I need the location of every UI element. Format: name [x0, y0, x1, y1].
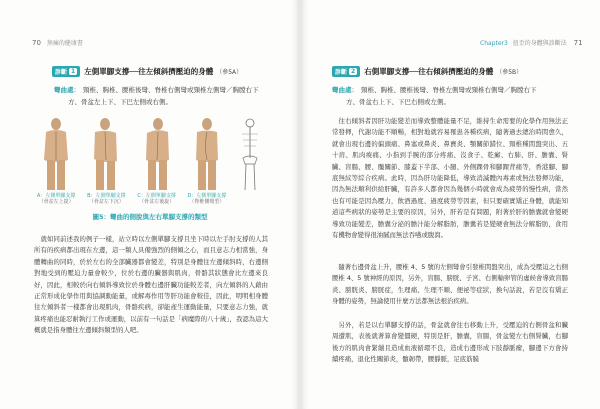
caption-sub: （骨盆左後旋） [139, 199, 175, 205]
diagnosis-badge [332, 66, 360, 77]
note-line-2: 方、骨盆右上下、下巴右側或左側。 [346, 98, 450, 106]
caption-text: D：左側單腳支撐 [187, 193, 227, 199]
note-line-1: 頸椎、胸椎、腰椎後彎、脊椎左側彎或頸椎右側彎／胸膛右下 [361, 86, 537, 94]
left-page-number: 70 [32, 39, 41, 47]
badge-label: 診斷 [335, 69, 348, 76]
figure-item-d [185, 116, 229, 208]
right-body-text-1: 往右傾斜者因肝功能變差而導致整體能量不足，維持生命需要的化學作用無法正常發揮，代謝功能不順暢，相對地就容易罹患各種疾病，隨著過去總治時間愈久，就會出現右邊的偏頭痛、鼻塞或鼻炎、鼻竇炎、顎關節錯位、頸椎種間盤突出、五十肩、肌肉痠痛、小指到手腕的部分疼痛、沒食子、乾癬、右肺、肝、膽囊、腎臟、盲腸、腰、髖關節、膝蓋下半部、小腿、外側踝骨和腳踝背痛等，香港腳、腳底無紋等綜合疾病。此時，因為肝功能降低，導致消滅體內毒素或無法發揮功能，因為無法順利供給肝臟，有許多人都會因為幾個小時就會成為疲勞的慢性病，當然也有可能是因為壓力，飲酒過度、過度疲勞等因素，但只要確實矯正身體，就能知道這些病狀的姿勢是主要的原因，另外，肝若是有問題，附著於肝的膽囊就會變硬導致功能變差，膽囊分泌的膽汁能分解脂肪，膽囊若是變硬會無法分解脂肪，食用有機物會變得很油膩而無法吞嚥或腹瀉。 [332, 117, 568, 240]
figure-caption-b [87, 193, 125, 205]
body-back-illustration [189, 116, 225, 192]
section-ref: （參5B） [496, 69, 523, 76]
figure-caption-d [187, 193, 226, 205]
note-label: 彎曲處： [54, 86, 80, 94]
note-label: 彎曲處： [332, 86, 358, 94]
left-running-head [32, 38, 83, 47]
left-section-title [52, 66, 242, 77]
caption-text: A：左側單腳支撐 [36, 193, 76, 199]
caption-text: B：左側單腳支撐 [87, 193, 126, 199]
figure-label: 圖5：彎曲的側脫與左右單腳支撐的類型 [92, 213, 208, 221]
right-running-head [480, 38, 587, 47]
chapter-label: Chapter3 [480, 40, 508, 47]
figure-item-b [84, 116, 128, 208]
skeleton-icon [237, 116, 263, 192]
right-page-number: 71 [573, 39, 583, 47]
section-ref: （參5A） [216, 69, 243, 76]
note-line-2: 方、骨盆左上下、下巴左側或右側。 [68, 98, 172, 106]
body-back-illustration [139, 116, 175, 192]
figure-caption-a [37, 193, 75, 205]
right-body-text-2: 隨著右邊骨盆上升，腰椎 4、5 號的左側彎會引發椎間盤突出，成為受壓迫之右側腰椎 4、5 號神經的原因，另外，盲腸、膀胱、子宮、右側輸卵管的虛候會導致盲腸炎、膀胱炎、膀胱症，生理痛、生理不順、便祕等症狀，換句話說，若是沒有矯正身體的姿勢，無論使用什麼方法都無法根治疾病。 [332, 263, 568, 306]
note-line-1: 頸椎、胸椎、腰椎後彎、脊椎右側彎或頸椎左側彎／胸膛右下 [83, 86, 259, 94]
diagnosis-badge [52, 66, 80, 77]
right-note [332, 84, 568, 108]
left-note [54, 84, 286, 108]
figure-item-a [34, 116, 78, 208]
section-title-text: 左側單腳支撐──往左傾斜擠壓迫的身體 [84, 67, 214, 76]
body-back-illustration [38, 116, 74, 192]
body-back-illustration [88, 116, 124, 192]
right-head-title: 扭歪的身體與診斷法 [512, 40, 567, 47]
caption-text: C：左側單腳支撐 [137, 193, 176, 199]
right-section-title [332, 66, 522, 77]
badge-label: 診斷 [55, 69, 68, 76]
section-title-text: 右側單腳支撐──往右傾斜擠壓迫的身體 [364, 67, 494, 76]
badge-number: 2 [351, 68, 356, 75]
right-body-text-3: 另外，若是以右單腳支撐的話，骨盆就會往右移動上升，受壓迫的右側骨盆和臟周遭肌，表後就著算會變僵硬，特別是肝，膽囊，盲腸，骨盆變左右側腎臟，右腳後方的肌肉會緊繃且造成血液循環不良，造成右邊形成下肢靜脈瘤，腳邊下方會持續疼痛，退化性關節炎，髕韌帶，腰靜脈，足底筋膜 [332, 321, 568, 364]
caption-sub: （骨盆左上提） [38, 199, 74, 205]
left-body-text: 就如同前述我的例子一樣，站立時以左側單腳支撐且坐下時以左手肘支撐的人其所有的疾病都出現在左邊，這一類人具備強烈的側傾之心，而且意志力相當強，身體轉曲的同時，於於左右的全部臟器都會變差，特別是身體往左邊傾斜時，右邊側對地受到的壓迫力量會較少，位於右邊的臟器與肌肉，骨骼其狀態會比左邊來良好，因此，相較於向右傾斜導致位於身體右邊肝臟功能較差者，向左傾斜的人藉由正常形成化學作用與協調動能量，或解毒作用等肝功能會較佳，因此，明明相身體往左傾斜者一樣都會出現肌肉，骨骼疾病，卻能產生運動能量，只要意志力強，就算疼痛也能忍耐執行工作或運動，以前有一句話是「病魔際的八十歲」，我認為這大概就是指身體往左邊傾斜類型的人吧。 [34, 235, 268, 335]
left-page [0, 0, 298, 409]
figure-caption-c [137, 193, 176, 205]
right-page [302, 0, 600, 409]
posture-figure [34, 116, 266, 224]
left-head-title: 無痛的健康書 [46, 40, 83, 47]
caption-sub: （骨盆左下沉） [88, 199, 124, 205]
caption-sub: （脊椎側彎型） [189, 199, 225, 205]
figure-item-c [135, 116, 179, 208]
skeleton-diagram [235, 116, 266, 208]
badge-number: 1 [71, 68, 76, 75]
